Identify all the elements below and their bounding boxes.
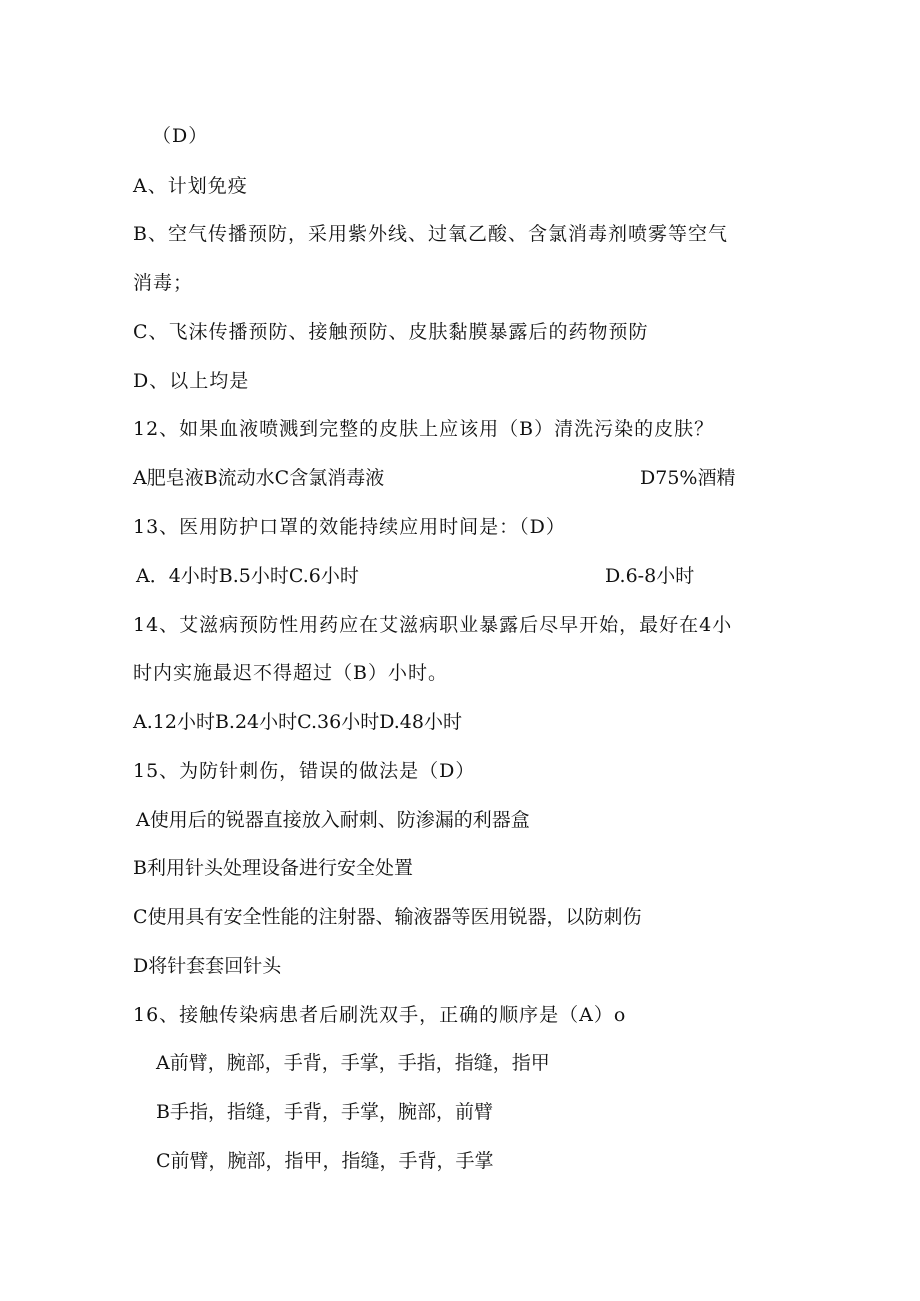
q11-answer: （D） bbox=[152, 125, 209, 147]
q11-option-d: D、以上均是 bbox=[133, 370, 250, 392]
q16-question: 16、接触传染病患者后刷洗双手，正确的顺序是（A）o bbox=[133, 1004, 627, 1026]
q11-option-b-cont: 消毒； bbox=[133, 272, 194, 294]
q12-question: 12、如果血液喷溅到完整的皮肤上应该用（B）清洗污染的皮肤？ bbox=[133, 418, 715, 440]
q12-options: A肥皂液B流动水C含氯消毒液 bbox=[133, 467, 385, 489]
q15-question: 15、为防针刺伤，错误的做法是（D） bbox=[133, 760, 476, 782]
q11-option-b: B、空气传播预防，采用紫外线、过氧乙酸、含氯消毒剂喷雾等空气 bbox=[133, 223, 728, 245]
q13-options: A．4小时B.5小时C.6小时 bbox=[136, 565, 359, 587]
q13-question: 13、医用防护口罩的效能持续应用时间是：（D） bbox=[133, 516, 566, 538]
q14-question-cont: 时内实施最迟不得超过（B）小时。 bbox=[133, 662, 448, 684]
q16-option-c: C前臂，腕部，指甲，指缝，手背，手掌 bbox=[156, 1150, 494, 1172]
q12-option-d: D75%酒精 bbox=[640, 467, 736, 489]
q15-option-c: C使用具有安全性能的注射器、输液器等医用锐器，以防刺伤 bbox=[133, 906, 642, 928]
q13-option-d: D.6-8小时 bbox=[605, 565, 695, 587]
q15-option-b: B利用针头处理设备进行安全处置 bbox=[133, 857, 413, 879]
q11-option-a: A、计划免疫 bbox=[133, 175, 248, 197]
q16-option-a: A前臂，腕部，手背，手掌，手指，指缝，指甲 bbox=[156, 1052, 550, 1074]
q16-option-b: B手指，指缝，手背，手掌，腕部，前臂 bbox=[156, 1101, 493, 1123]
q14-options: A.12小时B.24小时C.36小时D.48小时 bbox=[133, 711, 462, 733]
q15-option-a: A使用后的锐器直接放入耐刺、防渗漏的利器盒 bbox=[136, 809, 530, 831]
q15-option-d: D将针套套回针头 bbox=[133, 955, 282, 977]
q11-option-c: C、飞沫传播预防、接触预防、皮肤黏膜暴露后的药物预防 bbox=[133, 321, 649, 343]
q14-question: 14、艾滋病预防性用药应在艾滋病职业暴露后尽早开始，最好在4小 bbox=[133, 614, 733, 636]
